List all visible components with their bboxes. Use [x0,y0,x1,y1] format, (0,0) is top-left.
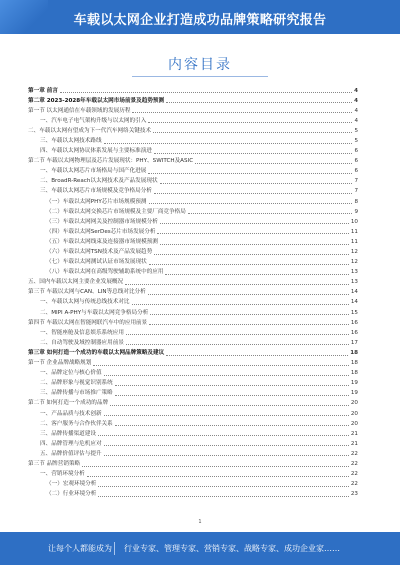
toc-entry[interactable] [28,367,358,377]
toc-entry[interactable] [28,387,358,397]
toc-entry-page: 11 [350,238,358,245]
toc-entry[interactable] [28,114,358,124]
toc-heading-rule [132,76,268,77]
toc-entry[interactable] [28,124,358,134]
toc-entry[interactable] [28,256,358,266]
toc-entry[interactable] [28,316,358,326]
toc-entry-label: （八）车载以太网在高级驾驶辅助系统中的应用 [46,269,164,276]
toc-entry-label: 第一节 企业品牌战略规划 [28,360,92,367]
toc-entry-label: 第三节 品牌营销策略 [28,460,81,467]
toc-entry-page: 17 [350,339,358,346]
toc-dot-leader [149,264,349,265]
toc-dot-leader [98,496,349,497]
toc-dot-leader [148,294,349,295]
toc-entry-label: 第四节 车载以太网在智能网联汽车中的应用前景 [28,319,148,326]
toc-entry-page: 18 [350,360,358,367]
toc-dot-leader [115,395,349,396]
toc-entry[interactable] [28,478,358,488]
toc-entry-page: 4 [354,107,358,114]
toc-dot-leader [104,375,349,376]
toc-entry-page: 4 [354,87,358,94]
toc-entry-label: 一、营销环境分析 [40,471,85,478]
toc-dot-leader [104,455,349,456]
table-of-contents [28,84,358,498]
toc-entry[interactable] [28,457,358,467]
toc-dot-leader [165,274,348,275]
toc-dot-leader [154,193,353,194]
toc-entry-page: 4 [354,117,358,124]
toc-entry-page: 9 [354,208,358,215]
toc-dot-leader [166,355,348,356]
toc-dot-leader [160,244,349,245]
toc-entry-page: 15 [350,309,358,316]
toc-dot-leader [160,183,353,184]
toc-dot-leader [126,344,349,345]
toc-dot-leader [60,92,352,93]
toc-entry-label: 五、品牌价值评估与提升 [40,450,102,457]
toc-entry-page: 5 [354,137,358,144]
toc-entry[interactable] [28,306,358,316]
toc-entry-label: 四、车载以太网协议体系发展与主要标准演进 [40,148,152,155]
toc-entry[interactable] [28,488,358,498]
toc-entry[interactable] [28,205,358,215]
page-number: 1 [198,519,202,525]
page-header [0,0,400,34]
toc-entry[interactable] [28,276,358,286]
toc-entry[interactable] [28,357,358,367]
toc-entry-page: 20 [350,400,358,407]
toc-entry[interactable] [28,195,358,205]
toc-entry-label: 一、产品品质与技术创新 [40,410,102,417]
toc-dot-leader [104,415,349,416]
toc-entry-label: （三）车载以太网网关及控制器市场规模分析 [46,218,158,225]
toc-entry-label: 一、汽车电子电气架构升级与以太网的引入 [40,117,147,124]
toc-entry[interactable] [28,185,358,195]
toc-entry[interactable] [28,437,358,447]
toc-dot-leader [195,163,352,164]
toc-entry-label: 二、MIPI A-PHY与车载以太网竞争格局分析 [40,309,149,316]
toc-entry-page: 12 [350,259,358,266]
toc-dot-leader [149,203,353,204]
footer-slogan: 让每个人都能成为 [48,544,112,553]
toc-entry-label: 一、品牌定位与核心价值 [40,370,102,377]
toc-entry-page: 5 [354,127,358,134]
toc-entry-page: 21 [350,430,358,437]
toc-dot-leader [125,284,349,285]
toc-entry-label: 第一节 以太网通信在车载领域的发展历程 [28,107,131,114]
toc-entry-page: 22 [350,460,358,467]
toc-entry-page: 16 [350,329,358,336]
toc-entry-label: 二、自动驾驶及域控制器应用前景 [40,339,124,346]
toc-dot-leader [148,173,352,174]
toc-entry-page: 12 [350,249,358,255]
toc-entry-label: 第二章 2023-2028年车载以太网市场前景及趋势预测 [28,97,165,104]
toc-dot-leader [115,385,349,386]
toc-entry-label: 一、车载以太网芯片市场格局与国产化进展 [40,168,147,175]
toc-entry-label: 三、车载以太网芯片市场规模及竞争格局分析 [40,188,152,195]
toc-entry-label: 三、车载以太网技术路线 [40,137,102,144]
toc-dot-leader [110,405,349,406]
toc-dot-leader [157,233,348,234]
toc-entry-page: 22 [350,471,358,478]
toc-entry-label: （一）车载以太网PHY芯片市场规模预测 [46,198,147,205]
toc-entry-label: 第一章 前言 [28,87,58,94]
toc-entry[interactable] [28,215,358,225]
footer-roles: 行业专家、管理专家、营销专家、战略专家、成功企业家…… [124,544,340,553]
toc-entry-label: （四）车载以太网SerDes芯片市场发展分析 [46,228,156,235]
toc-entry-page: 8 [354,198,358,205]
toc-dot-leader [188,213,353,214]
toc-entry-label: 三、品牌传播渠道建设 [40,430,96,437]
toc-heading: 内容目录 [168,57,232,73]
toc-entry[interactable] [28,145,358,155]
toc-entry-label: 第三章 如何打造一个成功的车载以太网品牌策略及建议 [28,349,165,356]
toc-entry-label: 二、车载以太网有望成为下一代汽车网络关键技术 [28,127,152,134]
toc-entry-label: 二、品牌形象与视觉识别系统 [40,380,113,387]
toc-entry-label: （二）车载以太网交换芯片市场规模及主要厂商竞争格局 [46,208,186,215]
toc-entry[interactable] [28,225,358,235]
toc-dot-leader [126,334,349,335]
toc-entry-page: 21 [350,440,358,447]
toc-entry-page: 22 [350,450,358,457]
toc-dot-leader [166,102,352,103]
toc-entry-page: 19 [350,380,358,387]
toc-entry-label: 二、BroadR-Reach以太网技术及产品发展现状 [40,178,158,185]
toc-entry-page: 20 [350,410,358,417]
toc-dot-leader [115,425,349,426]
toc-entry-page: 6 [354,148,358,155]
toc-entry-label: 三、品牌传播与市场推广策略 [40,390,113,397]
toc-entry-label: （二）行业环境分析 [46,491,97,498]
toc-entry-label: 一、智能座舱及信息娱乐系统应用 [40,329,124,336]
toc-entry-page: 19 [350,390,358,397]
toc-dot-leader [132,112,352,113]
toc-entry-label: 一、车载以太网与传统总线技术对比 [40,299,130,306]
toc-dot-leader [160,223,349,224]
toc-entry[interactable] [28,155,358,165]
toc-entry[interactable] [28,246,358,256]
toc-dot-leader [98,435,349,436]
toc-entry[interactable] [28,407,358,417]
toc-entry-page: 23 [350,491,358,498]
toc-dot-leader [104,445,349,446]
toc-entry[interactable] [28,346,358,356]
toc-entry[interactable] [28,296,358,306]
toc-entry-label: 二、客户服务与合作伙伴关系 [40,420,113,427]
toc-dot-leader [153,132,352,133]
toc-dot-leader [82,466,349,467]
toc-entry-page: 7 [354,178,358,185]
toc-dot-leader [98,486,349,487]
page-footer [0,532,400,565]
toc-entry[interactable] [28,377,358,387]
toc-entry[interactable] [28,84,358,94]
toc-entry[interactable] [28,468,358,478]
toc-entry[interactable] [28,175,358,185]
toc-dot-leader [93,365,349,366]
toc-entry-page: 18 [350,370,358,377]
toc-entry-page: 14 [350,289,358,296]
toc-entry-label: （七）车载以太网测试认证市场发展现状 [46,259,147,266]
toc-entry[interactable] [28,165,358,175]
toc-dot-leader [104,143,353,144]
toc-entry-label: 第三节 车载以太网与CAN、LIN等总线对比分析 [28,289,146,296]
report-title: 车载以太网企业打造成功品牌策略研究报告 [73,13,327,28]
toc-entry[interactable] [28,417,358,427]
toc-entry-page: 13 [350,279,358,286]
toc-entry[interactable] [28,326,358,336]
toc-dot-leader [150,314,349,315]
toc-dot-leader [154,153,353,154]
toc-entry[interactable] [28,235,358,245]
toc-entry[interactable] [28,427,358,437]
toc-entry[interactable] [28,447,358,457]
toc-entry[interactable] [28,94,358,104]
toc-entry-label: （一）宏观环境分析 [46,481,97,488]
toc-dot-leader [154,254,349,255]
toc-entry-page: 10 [350,218,358,225]
toc-entry-page: 6 [354,158,358,165]
toc-entry-page: 22 [350,481,358,488]
toc-entry[interactable] [28,104,358,114]
toc-entry-page: 13 [350,269,358,276]
toc-dot-leader [132,304,349,305]
toc-entry-page: 6 [354,168,358,175]
toc-entry[interactable] [28,336,358,346]
toc-entry-label: （五）车载以太网线束及连接器市场规模预测 [46,238,158,245]
toc-entry-page: 16 [350,319,358,326]
toc-entry[interactable] [28,397,358,407]
toc-entry[interactable] [28,286,358,296]
toc-entry-page: 14 [350,299,358,306]
toc-entry-page: 11 [350,228,358,235]
toc-entry[interactable] [28,134,358,144]
toc-entry-page: 7 [354,188,358,195]
toc-entry-page: 20 [350,420,358,427]
toc-entry-label: 第二节 车载以太网物理层及芯片发展现状：PHY、SWITCH及ASIC [28,158,194,165]
toc-entry-label: 五、国内车载以太网主要企业发展概况 [28,279,124,286]
toc-entry-label: 第二节 如何打造一个成功的品牌 [28,400,109,407]
toc-entry-label: （六）车载以太网TSN技术及产品发展趋势 [46,249,153,255]
toc-entry[interactable] [28,266,358,276]
toc-dot-leader [148,122,352,123]
toc-dot-leader [149,324,349,325]
toc-entry-label: 四、品牌管理与危机应对 [40,440,102,447]
footer-divider [114,542,115,555]
toc-entry-page: 4 [354,97,358,104]
toc-entry-page: 18 [350,349,358,356]
toc-dot-leader [87,476,349,477]
